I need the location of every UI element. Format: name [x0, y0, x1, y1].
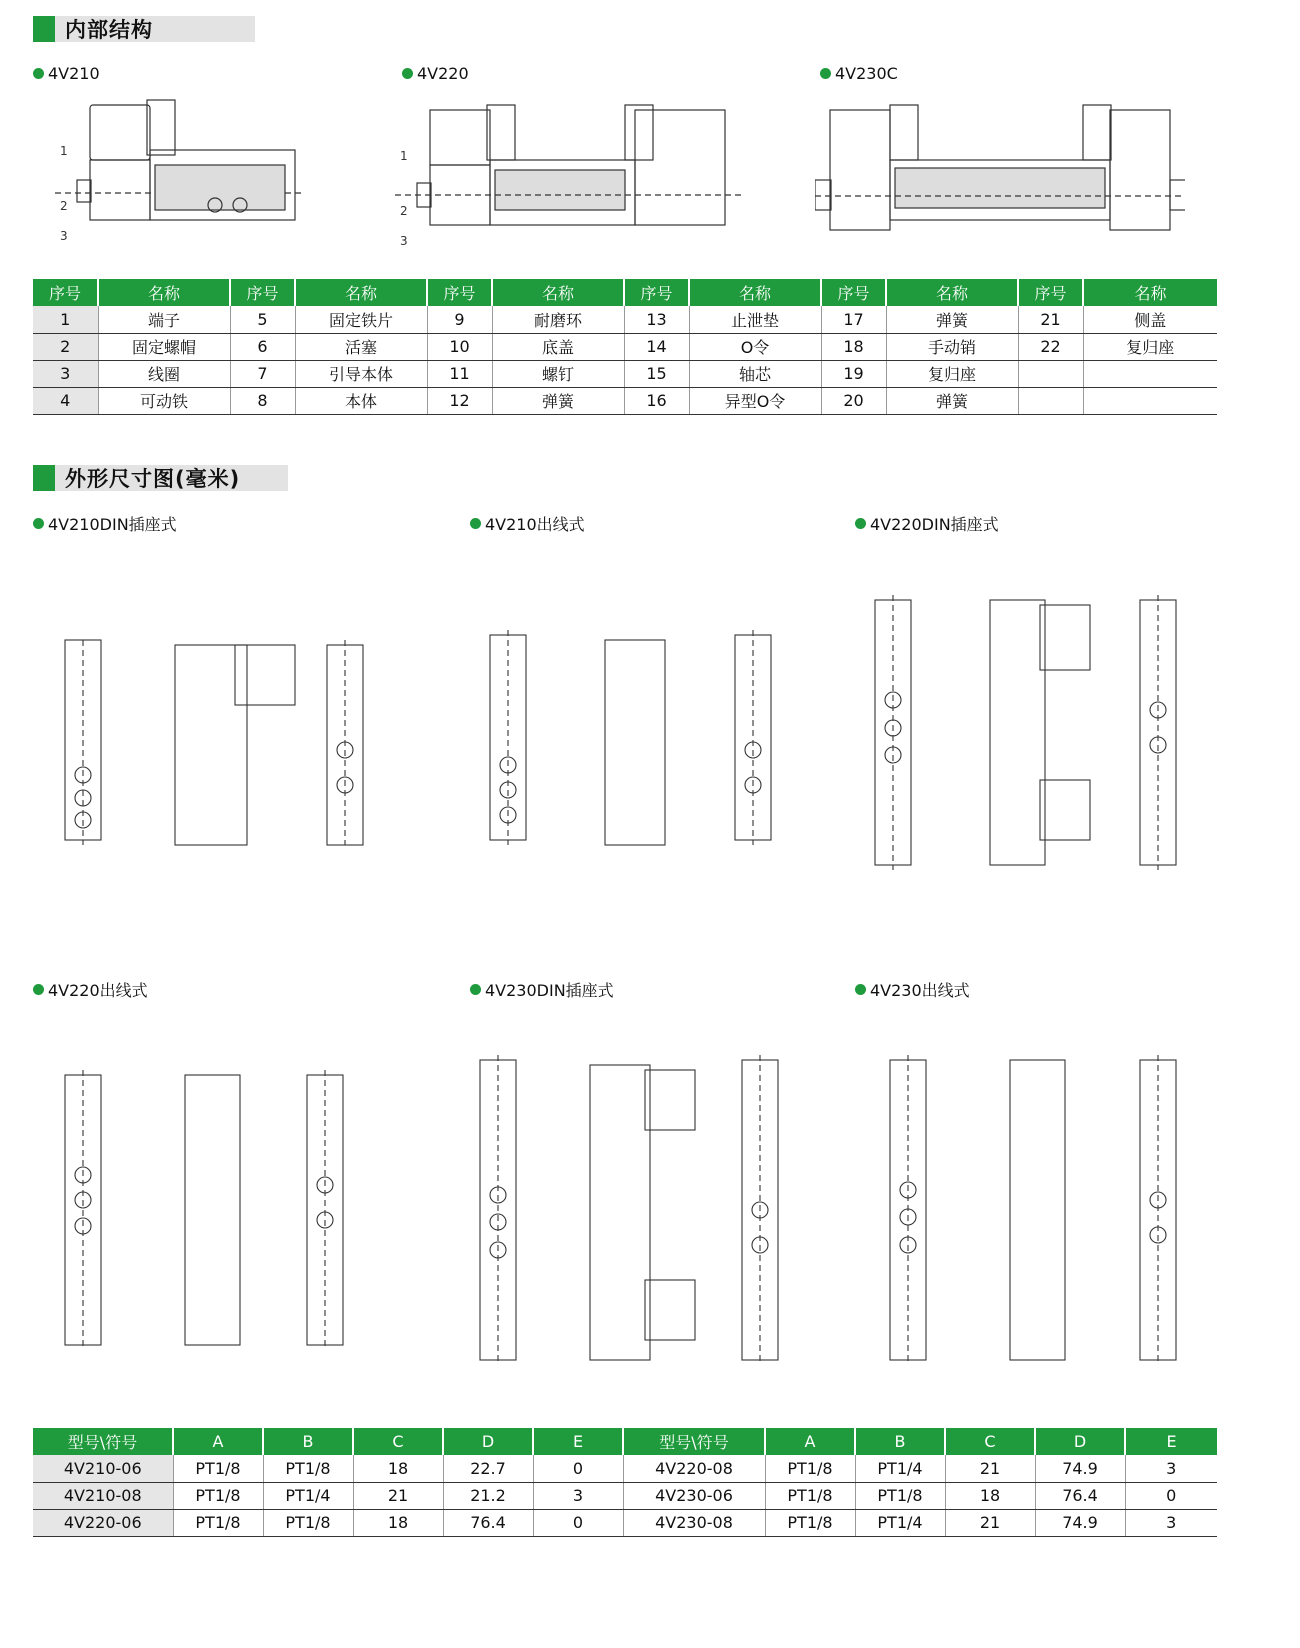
view-label-4v210din: 4V210DIN插座式 — [33, 512, 177, 535]
bullet-icon — [820, 68, 831, 79]
bullet-icon — [33, 984, 44, 995]
table-cell: 18 — [945, 1482, 1035, 1509]
table-cell: 11 — [427, 360, 492, 387]
header-cell: 序号 — [427, 279, 492, 306]
svg-text:2: 2 — [60, 199, 68, 213]
header-cell: 型号\符号 — [33, 1428, 173, 1455]
svg-text:3: 3 — [60, 229, 68, 243]
header-cell: 序号 — [230, 279, 295, 306]
table-cell: 0 — [533, 1509, 623, 1536]
table-cell: PT1/4 — [263, 1482, 353, 1509]
table-row — [33, 306, 1217, 333]
header-cell: E — [1125, 1428, 1217, 1455]
table-cell: 4V220-06 — [33, 1509, 173, 1536]
table-cell: 18 — [353, 1455, 443, 1482]
header-cell: 序号 — [624, 279, 689, 306]
table-cell: 侧盖 — [1083, 306, 1217, 333]
header-cell: B — [855, 1428, 945, 1455]
table-cell: 本体 — [295, 387, 427, 414]
table-cell: 4V210-06 — [33, 1455, 173, 1482]
table-cell: 1 — [33, 306, 98, 333]
model-label-4v230c: 4V230C — [820, 64, 898, 83]
table-cell: PT1/8 — [263, 1455, 353, 1482]
parts-table — [33, 279, 1217, 415]
table-cell: 19 — [821, 360, 886, 387]
svg-text:1: 1 — [400, 149, 408, 163]
table-cell: 0 — [533, 1455, 623, 1482]
bullet-icon — [402, 68, 413, 79]
table-cell: 22.7 — [443, 1455, 533, 1482]
table-cell: 21 — [353, 1482, 443, 1509]
table-cell — [1083, 360, 1217, 387]
table-cell: 3 — [1125, 1509, 1217, 1536]
internal-drawing-4v220 — [395, 95, 765, 255]
table-row — [33, 360, 1217, 387]
table-cell: 复归座 — [1083, 333, 1217, 360]
parts-table-header — [33, 279, 1217, 306]
view-label-4v220-wire: 4V220出线式 — [33, 978, 148, 1001]
header-cell: 名称 — [689, 279, 821, 306]
bullet-icon — [855, 984, 866, 995]
table-row — [33, 1482, 1217, 1509]
view-label-4v230din: 4V230DIN插座式 — [470, 978, 614, 1001]
dimension-drawing-4v230-wire — [860, 1045, 1200, 1365]
table-cell: PT1/8 — [855, 1482, 945, 1509]
section-title: 外形尺寸图(毫米) — [65, 467, 241, 491]
table-cell: 异型O令 — [689, 387, 821, 414]
table-cell — [1018, 360, 1083, 387]
header-cell: 序号 — [33, 279, 98, 306]
section-header-dimensions — [33, 465, 288, 491]
table-cell: 耐磨环 — [492, 306, 624, 333]
table-cell: 轴芯 — [689, 360, 821, 387]
header-cell: C — [353, 1428, 443, 1455]
table-cell: 3 — [1125, 1455, 1217, 1482]
table-cell: 螺钉 — [492, 360, 624, 387]
table-cell: 手动销 — [886, 333, 1018, 360]
section-header-internal — [33, 16, 255, 42]
table-cell: 21 — [945, 1509, 1035, 1536]
table-row — [33, 1509, 1217, 1536]
view-label-4v220din: 4V220DIN插座式 — [855, 512, 999, 535]
table-cell: PT1/4 — [855, 1509, 945, 1536]
header-cell: 序号 — [1018, 279, 1083, 306]
table-cell: 20 — [821, 387, 886, 414]
table-cell: O令 — [689, 333, 821, 360]
table-cell: 0 — [1125, 1482, 1217, 1509]
header-cell: D — [1035, 1428, 1125, 1455]
table-cell: 4 — [33, 387, 98, 414]
table-cell: 可动铁 — [98, 387, 230, 414]
table-cell: 8 — [230, 387, 295, 414]
table-row — [33, 1455, 1217, 1482]
table-cell: 7 — [230, 360, 295, 387]
table-cell: PT1/8 — [765, 1482, 855, 1509]
table-cell: 12 — [427, 387, 492, 414]
svg-text:2: 2 — [400, 204, 408, 218]
header-cell: 名称 — [98, 279, 230, 306]
table-cell: 弹簧 — [886, 387, 1018, 414]
table-cell: 止泄垫 — [689, 306, 821, 333]
table-cell: 76.4 — [443, 1509, 533, 1536]
section-marker — [33, 465, 55, 491]
dimension-drawing-4v230din — [450, 1040, 810, 1370]
table-cell: 引导本体 — [295, 360, 427, 387]
bullet-icon — [855, 518, 866, 529]
table-cell: 14 — [624, 333, 689, 360]
table-cell: 底盖 — [492, 333, 624, 360]
table-cell: 4V230-08 — [623, 1509, 765, 1536]
dimension-drawing-4v220-wire — [35, 1060, 365, 1360]
table-cell: 18 — [821, 333, 886, 360]
table-cell: 74.9 — [1035, 1455, 1125, 1482]
table-cell: PT1/8 — [263, 1509, 353, 1536]
header-cell: 型号\符号 — [623, 1428, 765, 1455]
table-cell: 固定铁片 — [295, 306, 427, 333]
table-cell: 76.4 — [1035, 1482, 1125, 1509]
table-cell: 4V220-08 — [623, 1455, 765, 1482]
bullet-icon — [33, 68, 44, 79]
table-cell: 16 — [624, 387, 689, 414]
internal-drawing-4v230c — [815, 100, 1185, 255]
table-cell: 9 — [427, 306, 492, 333]
bullet-icon — [470, 984, 481, 995]
section-marker — [33, 16, 55, 42]
dimension-drawing-4v210din — [35, 600, 395, 860]
internal-drawing-4v210 — [55, 95, 345, 255]
svg-text:3: 3 — [400, 234, 408, 248]
view-label-4v230-wire: 4V230出线式 — [855, 978, 970, 1001]
header-cell: C — [945, 1428, 1035, 1455]
table-cell: 18 — [353, 1509, 443, 1536]
table-cell: PT1/8 — [173, 1455, 263, 1482]
spec-table-header — [33, 1428, 1217, 1455]
table-cell: 21 — [1018, 306, 1083, 333]
view-label-4v210-wire: 4V210出线式 — [470, 512, 585, 535]
table-cell: 13 — [624, 306, 689, 333]
dimension-drawing-4v220din — [845, 580, 1205, 890]
header-cell: E — [533, 1428, 623, 1455]
table-cell: 弹簧 — [886, 306, 1018, 333]
model-label-4v210: 4V210 — [33, 64, 100, 83]
table-cell: PT1/4 — [855, 1455, 945, 1482]
table-cell — [1018, 387, 1083, 414]
table-cell: 复归座 — [886, 360, 1018, 387]
table-cell: 5 — [230, 306, 295, 333]
table-cell: 74.9 — [1035, 1509, 1125, 1536]
table-cell: 4V210-08 — [33, 1482, 173, 1509]
table-cell: 10 — [427, 333, 492, 360]
model-label-4v220: 4V220 — [402, 64, 469, 83]
table-cell: PT1/8 — [765, 1509, 855, 1536]
table-cell: 线圈 — [98, 360, 230, 387]
table-cell: 15 — [624, 360, 689, 387]
table-cell: 4V230-06 — [623, 1482, 765, 1509]
header-cell: A — [173, 1428, 263, 1455]
table-cell: 22 — [1018, 333, 1083, 360]
header-cell: 序号 — [821, 279, 886, 306]
table-cell: 6 — [230, 333, 295, 360]
bullet-icon — [470, 518, 481, 529]
table-cell: 活塞 — [295, 333, 427, 360]
header-cell: 名称 — [295, 279, 427, 306]
header-cell: D — [443, 1428, 533, 1455]
dimension-drawing-4v210-wire — [460, 625, 790, 855]
table-cell: 端子 — [98, 306, 230, 333]
table-cell: 21 — [945, 1455, 1035, 1482]
table-cell: 3 — [33, 360, 98, 387]
table-cell: PT1/8 — [765, 1455, 855, 1482]
header-cell: 名称 — [492, 279, 624, 306]
table-cell: 弹簧 — [492, 387, 624, 414]
table-cell — [1083, 387, 1217, 414]
table-row — [33, 387, 1217, 414]
table-cell: PT1/8 — [173, 1482, 263, 1509]
header-cell: B — [263, 1428, 353, 1455]
table-cell: 固定螺帽 — [98, 333, 230, 360]
table-cell: 3 — [533, 1482, 623, 1509]
section-title: 内部结构 — [65, 18, 153, 42]
bullet-icon — [33, 518, 44, 529]
spec-table — [33, 1428, 1217, 1537]
table-cell: 17 — [821, 306, 886, 333]
table-cell: 2 — [33, 333, 98, 360]
table-cell: PT1/8 — [173, 1509, 263, 1536]
table-cell: 21.2 — [443, 1482, 533, 1509]
svg-text:1: 1 — [60, 144, 68, 158]
header-cell: 名称 — [1083, 279, 1217, 306]
table-row — [33, 333, 1217, 360]
header-cell: 名称 — [886, 279, 1018, 306]
header-cell: A — [765, 1428, 855, 1455]
